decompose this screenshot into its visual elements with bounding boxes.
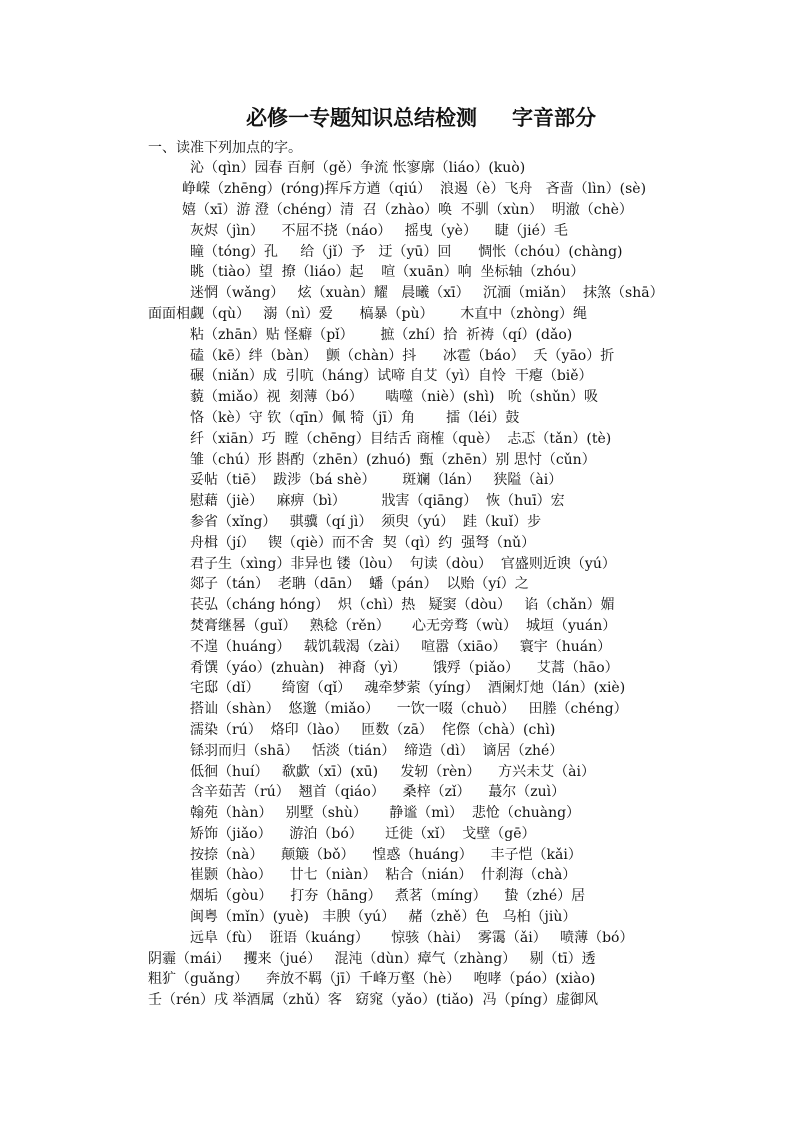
reading-line: 妥帖（tiē） 跋涉（bá shè） 斑斓（lán） 狭隘（ài）	[190, 472, 563, 489]
reading-line: 宅邸（dǐ） 绮窗（qǐ） 魂牵梦萦（yíng） 酒阑灯灺（lán）(xiè)	[190, 680, 626, 697]
reading-line: 烟垢（gòu） 打夯（hāng） 煮茗（míng） 蛰（zhé）居	[190, 888, 586, 905]
reading-line: 眺（tiào）望 撩（liáo）起 喧（xuān）响 坐标轴（zhóu）	[190, 264, 585, 281]
reading-line: 舟楫（jí） 锲（qiè）而不舍 契（qì）约 强弩（nǔ）	[190, 534, 536, 551]
reading-line: 闽粤（mǐn）(yuè) 丰腴（yú） 赭（zhě）色 乌桕（jiù）	[190, 909, 577, 926]
reading-line: 沁（qìn）园春 百舸（gě）争流 怅寥廓（liáo）(kuò)	[190, 160, 526, 177]
reading-line: 阴霾（mái） 攫来（jué） 混沌（dùn）瘴气（zhàng） 剔（tī）透	[148, 950, 596, 967]
reading-line: 雏（chú）形 斟酌（zhēn）(zhuó) 甄（zhēn）别 思忖（cǔn）	[190, 451, 596, 468]
reading-line: 参省（xǐng） 骐骥（qí jì） 须臾（yú） 跬（kuǐ）步	[190, 513, 542, 530]
reading-line: 苌弘（cháng hóng） 炽（chì）热 疑窦（dòu） 谄（chǎn）媚	[190, 597, 615, 614]
reading-line: 按捺（nà） 颠簸（bǒ） 惶惑（huáng） 丰子恺（kǎi）	[190, 846, 582, 863]
reading-line: 低徊（huí） 欷歔（xī）(xū) 发轫（rèn） 方兴未艾（ài）	[190, 763, 595, 780]
reading-line: 瞳（tóng）孔 给（jǐ）予 迂（yū）回 惆怅（chóu）(chàng)	[190, 243, 623, 260]
reading-line: 藐（miǎo）视 刻薄（bó） 啮噬（niè）(shì) 吮（shǔn）吸	[190, 389, 599, 406]
page-title-main: 必修一专题知识总结检测	[246, 105, 477, 130]
reading-line: 磕（kē）绊（bàn） 颤（chàn）抖 冰雹（báo） 夭（yāo）折	[190, 347, 615, 364]
reading-line: 慰藉（jiè） 麻痹（bì） 戕害（qiāng） 恢（huī）宏	[190, 493, 565, 510]
reading-line: 搭讪（shàn） 悠邈（miǎo） 一饮一啜（chuò） 田塍（chéng）	[190, 701, 628, 718]
page-title	[246, 106, 596, 130]
reading-line: 面面相觑（qù） 溺（nì）爱 槁暴（pù） 木直中（zhòng）绳	[148, 305, 588, 322]
reading-line: 远阜（fù） 诳语（kuáng） 惊骇（hài） 雾霭（ǎi） 喷薄（bó）	[190, 929, 634, 946]
page-title-sub: 字音部分	[512, 105, 596, 130]
reading-line: 君子生（xìng）非异也 镂（lòu） 句读（dòu） 官盛则近谀（yú）	[190, 555, 616, 572]
reading-line: 碾（niǎn）成 引吭（háng）试啼 自艾（yì）自怜 干瘪（biě）	[190, 368, 593, 385]
reading-line: 铩羽而归（shā） 恬淡（tián） 缔造（dì） 谪居（zhé）	[190, 742, 564, 759]
reading-line: 纤（xiān）巧 瞠（chēng）目结舌 商榷（què） 忐忑（tǎn）(tè)	[190, 430, 612, 447]
reading-line: 濡染（rú） 烙印（lào） 匝数（zā） 侘傺（chà）(chì)	[190, 721, 556, 738]
section-heading: 一、读准下列加点的字。	[148, 139, 302, 156]
reading-line: 峥嵘（zhēng）(róng)挥斥方遒（qiú） 浪遏（è）飞舟 吝啬（lìn）(sè)	[182, 181, 647, 198]
reading-line: 焚膏继晷（guǐ） 熟稔（rěn） 心无旁骛（wù） 城垣（yuán）	[190, 617, 617, 634]
reading-line: 翰苑（hàn） 别墅（shù） 静谧（mì） 悲怆（chuàng）	[190, 805, 581, 822]
reading-line: 矫饰（jiǎo） 游泊（bó） 迁徙（xǐ） 戈壁（gē）	[190, 825, 536, 842]
reading-line: 崔颢（hào） 廿七（niàn） 粘合（nián） 什刹海（chà）	[190, 867, 577, 884]
reading-line: 不遑（huáng） 载饥载渴（zài） 喧嚣（xiāo） 寰宇（huán）	[190, 638, 612, 655]
reading-line: 灰烬（jìn） 不屈不挠（náo） 摇曳（yè） 睫（jié）毛	[190, 222, 568, 239]
reading-line: 肴馔（yáo）(zhuàn) 神裔（yì） 饿殍（piǎo） 艾蒿（hāo）	[190, 659, 619, 676]
reading-line: 恪（kè）守 钦（qīn）佩 犄（jī）角 擂（léi）鼓	[190, 409, 520, 426]
reading-line: 壬（rén）戌 举酒属（zhǔ）客 窈窕（yǎo）(tiǎo) 冯（píng）虚御风	[148, 992, 599, 1009]
reading-line: 郯子（tán） 老聃（dān） 蟠（pán） 以贻（yí）之	[190, 576, 529, 593]
reading-line: 嬉（xī）游 澄（chéng）清 召（zhào）唤 不驯（xùn） 明澈（chè）	[182, 201, 633, 218]
reading-line: 迷惘（wǎng） 炫（xuàn）耀 晨曦（xī） 沉湎（miǎn） 抹煞（shā）	[190, 285, 664, 302]
reading-line: 粘（zhān）贴 怪癖（pǐ） 摭（zhí）拾 祈祷（qí）(dǎo)	[190, 326, 573, 343]
worksheet-body	[0, 138, 794, 1011]
reading-line: 粗犷（guǎng） 奔放不羁（jī）千峰万壑（hè） 咆哮（páo）(xiào)	[148, 971, 596, 988]
reading-line: 含辛茹苦（rú） 翘首（qiáo） 桑梓（zǐ） 蕞尔（zuì）	[190, 784, 566, 801]
